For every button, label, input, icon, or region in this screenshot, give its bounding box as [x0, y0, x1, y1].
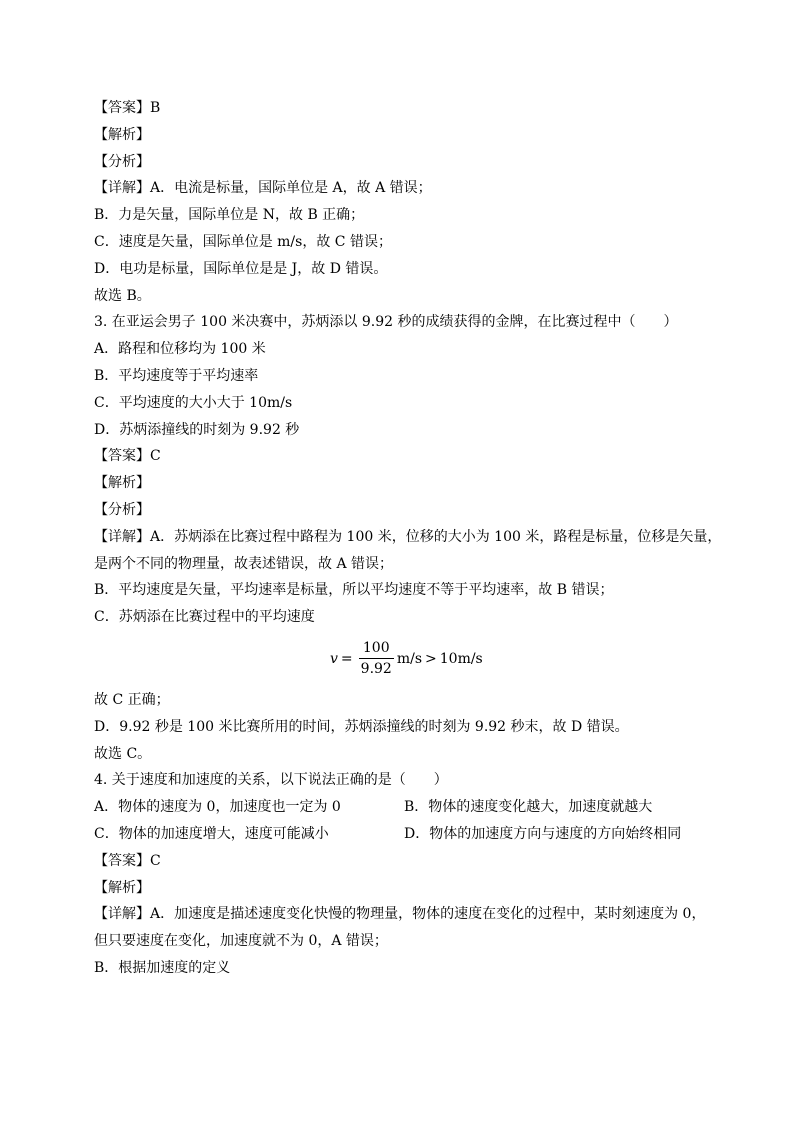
q4-question: 4. 关于速度和加速度的关系，以下说法正确的是（ ） [94, 772, 448, 789]
q3-analysis-tag: 【解析】 [94, 475, 150, 492]
formula-numerator: 100 [362, 640, 390, 657]
q3-detail-c: C．苏炳添在比赛过程中的平均速度 [94, 609, 315, 626]
q2-answer [94, 95, 714, 122]
q2-detail-c: C．速度是矢量，国际单位是 m/s，故 C 错误； [94, 233, 392, 250]
q3-conclusion: 故选 C。 [94, 745, 152, 762]
q4-analysis-tag: 【解析】 [94, 879, 150, 896]
detail-tag: 【详解】 [94, 906, 150, 923]
q2-detail-d: D．电功是标量，国际单位是是 J，故 D 错误。 [94, 260, 388, 277]
velocity-formula [94, 631, 714, 687]
q4-options-row-1 [94, 794, 714, 821]
q4-detail-a-line1 [94, 901, 714, 928]
q3-detail-a-line1 [94, 524, 722, 551]
formula-rhs: 10m/s [439, 650, 483, 667]
q3-detail-c-end: 故 C 正确； [94, 691, 170, 708]
detail-tag: 【详解】 [94, 528, 150, 545]
q4-answer [94, 848, 714, 875]
q2-detail-b: B．力是矢量，国际单位是 N，故 B 正确； [94, 207, 365, 224]
q4-option-b: B．物体的速度变化越大，加速度就越大 [404, 799, 653, 816]
detail-text: A．电流是标量，国际单位是 A，故 A 错误； [150, 180, 432, 197]
q4-option-a: A．物体的速度为 0，加速度也一定为 0 [94, 799, 341, 816]
document-content [94, 95, 722, 982]
answer-value: C [150, 448, 161, 465]
formula-greater-than: > [425, 650, 437, 667]
q3-detail-b: B．平均速度是矢量，平均速率是标量，所以平均速度不等于平均速率，故 B 错误； [94, 582, 614, 599]
answer-value: C [150, 852, 161, 869]
q2-fenxi-tag: 【分析】 [94, 153, 150, 170]
formula-denominator: 9.92 [359, 658, 394, 678]
formula-equals: = [340, 650, 353, 667]
detail-text: A．苏炳添在比赛过程中路程为 100 米，位移的大小为 100 米，路程是标量，位移是矢量， [150, 528, 722, 545]
answer-tag: 【答案】 [94, 100, 150, 116]
q3-option-a: A．路程和位移均为 100 米 [94, 341, 266, 358]
q2-analysis-tag: 【解析】 [94, 126, 150, 143]
detail-text: A．加速度是描述速度变化快慢的物理量，物体的速度在变化的过程中，某时刻速度为 0， [150, 906, 706, 923]
q4-option-c: C．物体的加速度增大，速度可能减小 [94, 825, 329, 842]
formula-expression [330, 635, 483, 683]
q3-option-d: D．苏炳添撞线的时刻为 9.92 秒 [94, 421, 300, 438]
q4-detail-b: B．根据加速度的定义 [94, 959, 231, 976]
q3-option-b: B．平均速度等于平均速率 [94, 367, 259, 384]
q3-answer [94, 443, 714, 470]
q3-option-c: C．平均速度的大小大于 10m/s [94, 394, 293, 411]
answer-tag: 【答案】 [94, 448, 150, 465]
formula-fraction [359, 639, 394, 678]
formula-variable: v [330, 650, 338, 667]
detail-tag: 【详解】 [94, 180, 150, 197]
answer-tag: 【答案】 [94, 852, 150, 869]
q3-detail-d: D．9.92 秒是 100 米比赛所用的时间，苏炳添撞线的时刻为 9.92 秒末，故 D 错误。 [94, 718, 629, 735]
q3-fenxi-tag: 【分析】 [94, 501, 150, 518]
answer-value: B [150, 100, 161, 116]
q4-detail-a-line2: 但只要速度在变化，加速度就不为 0，A 错误； [94, 933, 388, 950]
q3-detail-a-line2: 是两个不同的物理量，故表述错误，故 A 错误； [94, 555, 394, 572]
q2-conclusion: 故选 B。 [94, 287, 151, 304]
q4-options-row-2 [94, 821, 714, 848]
q4-option-d: D．物体的加速度方向与速度的方向始终相同 [404, 825, 682, 842]
formula-unit: m/s [396, 650, 423, 667]
q2-detail-a [94, 175, 714, 202]
q3-question: 3. 在亚运会男子 100 米决赛中，苏炳添以 9.92 秒的成绩获得的金牌，在比赛过程中（ ） [94, 314, 678, 331]
